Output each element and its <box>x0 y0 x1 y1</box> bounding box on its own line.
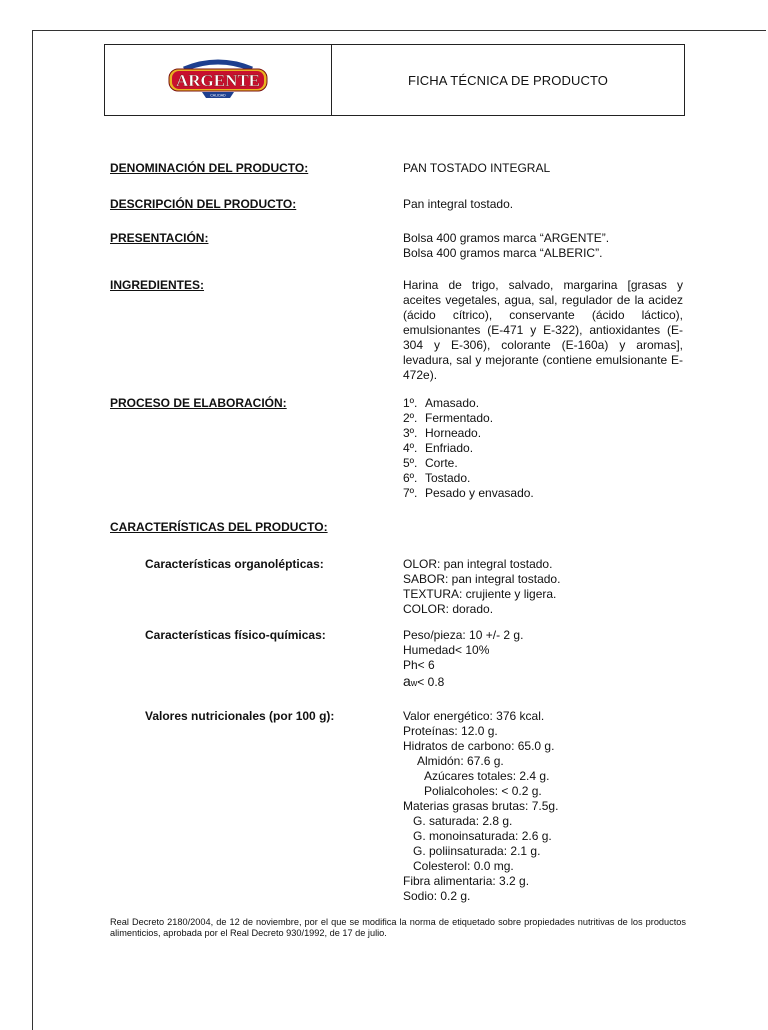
fisico-quimica-line: Peso/pieza: 10 +/- 2 g. <box>403 628 524 642</box>
nutricionales-value <box>403 709 683 904</box>
fisico-quimica-line: Ph< 6 <box>403 658 435 672</box>
presentacion-value <box>403 231 683 261</box>
nutrition-line: Azúcares totales: 2.4 g. <box>424 769 550 783</box>
organoleptica-line: COLOR: dorado. <box>403 602 494 616</box>
argente-logo <box>166 59 270 101</box>
organoleptica-line: TEXTURA: crujiente y ligera. <box>403 587 557 601</box>
nutrition-line: Valor energético: 376 kcal. <box>403 709 545 723</box>
nutrition-line: G. saturada: 2.8 g. <box>413 814 513 828</box>
proceso-steps <box>403 396 683 501</box>
proceso-label: PROCESO DE ELABORACIÓN: <box>110 396 287 410</box>
organoleptica-line: SABOR: pan integral tostado. <box>403 572 561 586</box>
nutricionales-label: Valores nutricionales (por 100 g): <box>145 709 335 723</box>
nutrition-line: Hidratos de carbono: 65.0 g. <box>403 739 555 753</box>
presentacion-line: Bolsa 400 gramos marca “ARGENTE”. <box>403 231 610 245</box>
proceso-step: 2º. Fermentado. <box>403 411 494 425</box>
presentacion-line: Bolsa 400 gramos marca “ALBERIC”. <box>403 246 603 260</box>
ingredientes-value: Harina de trigo, salvado, margarina [grasas y aceites vegetales, agua, sal, regulador de la acidez (ácido cítrico), conservante (ácido láctico), emulsionantes (E-471 y E-322), antioxidantes (E-304 y E-306), colorante (E-160a) y aromas], levadura, sal y mejorante (contiene emulsionante E-472e). <box>403 278 683 382</box>
nutrition-line: Almidón: 67.6 g. <box>417 754 504 768</box>
denominacion-label: DENOMINACIÓN DEL PRODUCTO: <box>110 161 309 175</box>
nutrition-line: Polialcoholes: < 0.2 g. <box>424 784 542 798</box>
nutrition-line: Sodio: 0.2 g. <box>403 889 471 903</box>
presentacion-label: PRESENTACIÓN: <box>110 231 209 245</box>
fisico-quimicas-label: Características físico-químicas: <box>145 628 326 642</box>
logo-text: ARGENTE <box>175 71 261 90</box>
nutrition-line: Materias grasas brutas: 7.5g. <box>403 799 559 813</box>
footnote: Real Decreto 2180/2004, de 12 de noviembre, por el que se modifica la norma de etiquetado sobre propiedades nutritivas de los productos alimenticios, aprobada por el Real Decreto 930/1992, de 17 de julio. <box>110 917 686 938</box>
water-activity-line: aw< 0.8 <box>403 673 445 689</box>
ingredientes-label: INGREDIENTES: <box>110 278 205 292</box>
caracteristicas-label: CARACTERÍSTICAS DEL PRODUCTO: <box>110 520 328 534</box>
logo-small-bottom: CALIDAD <box>210 93 226 98</box>
nutrition-line: G. monoinsaturada: 2.6 g. <box>413 829 552 843</box>
proceso-step: 6º. Tostado. <box>403 471 471 485</box>
nutrition-line: Fibra alimentaria: 3.2 g. <box>403 874 530 888</box>
proceso-step: 3º. Horneado. <box>403 426 482 440</box>
document-title: FICHA TÉCNICA DE PRODUCTO <box>408 72 608 88</box>
proceso-step: 5º. Corte. <box>403 456 458 470</box>
proceso-step: 7º. Pesado y envasado. <box>403 486 534 500</box>
descripcion-value: Pan integral tostado. <box>403 197 514 211</box>
nutrition-line: Colesterol: 0.0 mg. <box>413 859 514 873</box>
nutrition-line: Proteínas: 12.0 g. <box>403 724 498 738</box>
nutrition-line: G. poliinsaturada: 2.1 g. <box>413 844 541 858</box>
header-box <box>104 44 685 116</box>
organolepticas-value <box>403 557 683 617</box>
organoleptica-line: OLOR: pan integral tostado. <box>403 557 553 571</box>
proceso-step: 4º. Enfriado. <box>403 441 474 455</box>
proceso-step: 1º. Amasado. <box>403 396 480 410</box>
organolepticas-label: Características organolépticas: <box>145 557 324 571</box>
denominacion-value: PAN TOSTADO INTEGRAL <box>403 161 551 175</box>
fisico-quimicas-value <box>403 628 683 691</box>
descripcion-label: DESCRIPCIÓN DEL PRODUCTO: <box>110 197 297 211</box>
logo-cell <box>105 45 332 115</box>
logo-small-top: DESDE 1939 <box>206 64 230 69</box>
fisico-quimica-line: Humedad< 10% <box>403 643 490 657</box>
